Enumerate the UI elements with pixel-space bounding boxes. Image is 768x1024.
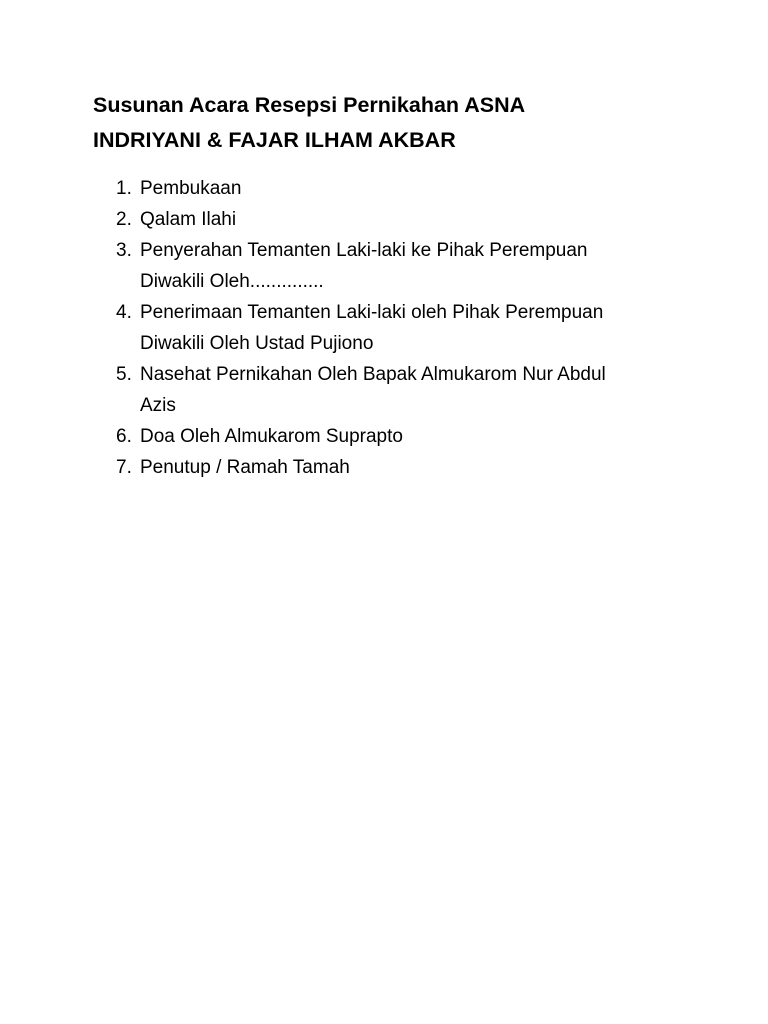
agenda-item-text bbox=[140, 173, 716, 204]
agenda-item-line: Qalam Ilahi bbox=[140, 209, 237, 230]
agenda-item-line: Nasehat Pernikahan Oleh Bapak Almukarom Nur Abdul bbox=[140, 364, 606, 385]
agenda-item-text bbox=[140, 204, 716, 235]
agenda-item bbox=[116, 452, 716, 483]
agenda-item-line: Diwakili Oleh Ustad Pujiono bbox=[140, 333, 374, 354]
title-line-2: INDRIYANI & FAJAR ILHAM AKBAR bbox=[93, 128, 456, 152]
agenda-item-number: 6. bbox=[116, 426, 132, 447]
document-title bbox=[93, 88, 693, 158]
agenda-item bbox=[116, 421, 716, 452]
agenda-item-number: 2. bbox=[116, 209, 132, 230]
agenda-item-number: 3. bbox=[116, 240, 132, 261]
agenda-item-line: Pembukaan bbox=[140, 178, 242, 199]
agenda-item-line: Penyerahan Temanten Laki-laki ke Pihak Perempuan bbox=[140, 240, 588, 261]
agenda-list bbox=[116, 173, 716, 483]
agenda-item bbox=[116, 204, 716, 235]
agenda-item bbox=[116, 359, 716, 421]
agenda-item bbox=[116, 173, 716, 204]
agenda-item bbox=[116, 297, 716, 359]
agenda-item-number: 5. bbox=[116, 364, 132, 385]
agenda-item-text bbox=[140, 235, 716, 297]
agenda-item-line: Doa Oleh Almukarom Suprapto bbox=[140, 426, 403, 447]
agenda-item-line: Penutup / Ramah Tamah bbox=[140, 457, 350, 478]
agenda-item-text bbox=[140, 297, 716, 359]
agenda-item-text bbox=[140, 421, 716, 452]
agenda-item-text bbox=[140, 359, 716, 421]
agenda-item-line: Azis bbox=[140, 395, 176, 416]
agenda-item-line: Diwakili Oleh.............. bbox=[140, 271, 324, 292]
agenda-item bbox=[116, 235, 716, 297]
agenda-item-text bbox=[140, 452, 716, 483]
agenda-item-number: 7. bbox=[116, 457, 132, 478]
title-line-1: Susunan Acara Resepsi Pernikahan ASNA bbox=[93, 93, 526, 117]
agenda-item-line: Penerimaan Temanten Laki-laki oleh Pihak Perempuan bbox=[140, 302, 604, 323]
agenda-item-number: 1. bbox=[116, 178, 132, 199]
agenda-item-number: 4. bbox=[116, 302, 132, 323]
